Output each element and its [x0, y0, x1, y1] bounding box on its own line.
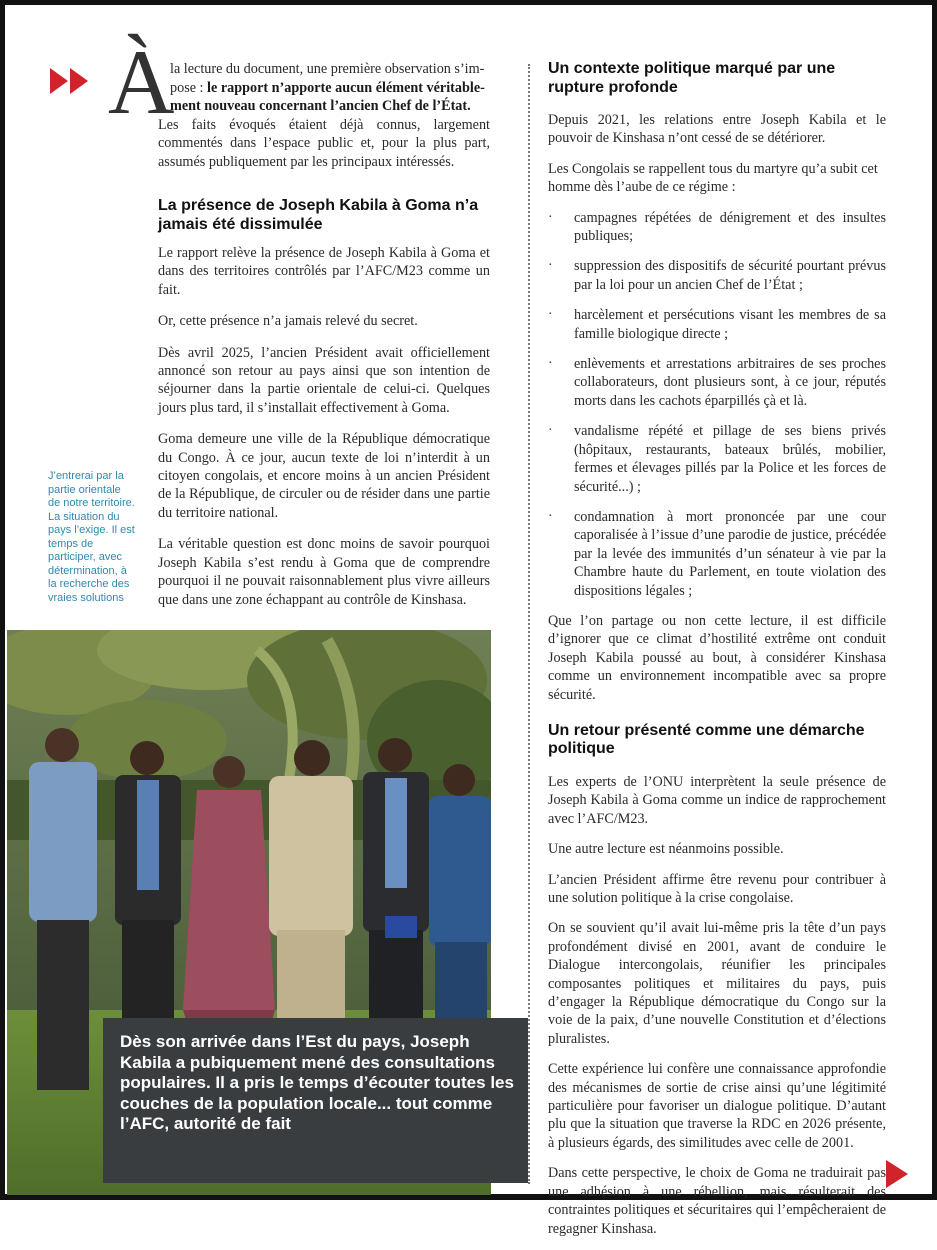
- right-paragraph: On se souvient qu’il avait lui-même pris la tête d’un pays profondément divisé en 2001, avant de conduire le Dialogue intercongolais, réunifier les principales composantes politiques et militaires du pays, puis d’engager la République démocratique du Congo sur la voie de la paix, d’une nouvelle Constitution et d’élections pluralistes.: [548, 920, 886, 1047]
- drop-cap: À: [108, 31, 175, 133]
- intro-line-1: la lecture du document, une première observation s’im-: [170, 61, 485, 77]
- list-item: · vandalisme répété et pillage de ses biens privés (hôpitaux, restaurants, bateaux brûlés, mobilier, fermes et élevages pillés par la Police et les forces de sécurité...) ;: [548, 422, 886, 496]
- intro-line-2: [158, 79, 490, 98]
- section-heading-left: La présence de Joseph Kabila à Goma n’a jamais été dissimulée: [158, 197, 479, 233]
- left-paragraph: La véritable question est donc moins de savoir pourquoi Joseph Kabila s’est rendu à Goma que de comprendre pourquoi il ne pouvait raisonnablement plus vivre ailleurs que dans une zone échappant au contrôle de Kinshasa.: [158, 536, 490, 608]
- list-item: · condamnation à mort prononcée par une cour caporalisée à l’issue d’une parodie de justice, précédée par la levée des immunités d’un sénateur à vie par la Chambre haute du Parlement, en toute violation des dispositions légales ;: [548, 508, 886, 600]
- right-paragraph: Que l’on partage ou non cette lecture, il est difficile d’ignorer que ce climat d’hostilité extrême ont conduit Joseph Kabila poussé au bout, à considérer Kinshasa comme un environnement incompatible avec sa propre sécurité.: [548, 612, 886, 703]
- left-paragraph: Or, cette présence n’a jamais relevé du secret.: [158, 313, 418, 330]
- pull-quote: J’entrerai par la partie orientale de notre territoire. La situation du pays l’exige. Il est temps de participer, avec détermination, à la recherche des vraies solutions: [48, 470, 135, 604]
- intro-bold-b: ment nouveau concernant l’ancien Chef de l’État.: [170, 98, 471, 115]
- column-divider: [528, 64, 530, 1184]
- section-heading-context: Un contexte politique marqué par une rupture profonde: [548, 60, 836, 96]
- right-paragraph: L’ancien Président affirme être revenu pour contribuer à une solution politique à la crise congolaise.: [548, 871, 886, 906]
- intro-paragraph: [158, 60, 490, 172]
- list-item: · campagnes répétées de dénigrement et des insultes publiques;: [548, 209, 886, 246]
- grievance-list: [548, 209, 886, 600]
- photo-caption: Dès son arrivée dans l’Est du pays, Joseph Kabila a pubiquement mené des consultations populaires. Il a pris le temps d’écouter toutes les couches de la population locale... tout comme l’AFC, autorité de fait: [120, 1032, 514, 1133]
- intro-line-2-text: pose :: [170, 79, 208, 96]
- intro-bold-a: le rapport n’apporte aucun élément véritable-: [207, 79, 485, 96]
- left-paragraph: Goma demeure une ville de la République démocratique du Congo. À ce jour, aucun texte de loi n’interdit à un citoyen congolais, et encore moins à un ancien Président de la République, de circuler ou de résider dans une partie du territoire national.: [158, 431, 490, 521]
- right-paragraph: Depuis 2021, les relations entre Joseph Kabila et le pouvoir de Kinshasa n’ont cessé de se détériorer.: [548, 112, 886, 147]
- list-item: · harcèlement et persécutions visant les membres de sa famille biologique directe ;: [548, 306, 886, 343]
- right-paragraph: Cette expérience lui confère une connaissance approfondie des mécanismes de sortie de crise ainsi qu’une légitimité particulière pour favoriser un dialogue politique. D’autant plu que la situation que traverse la RDC en 2026 présente, à plusieurs égards, des similitudes avec celle de 2001.: [548, 1061, 886, 1151]
- left-paragraph: Le rapport relève la présence de Joseph Kabila à Goma et dans des territoires contrôlés par l’AFC/M23 comme un fait.: [158, 245, 490, 298]
- right-paragraph: Une autre lecture est néanmoins possible.: [548, 841, 784, 858]
- right-paragraph: Dans cette perspective, le choix de Goma ne traduirait pas une adhésion à une rébellion, mais résulterait des contraintes politiques et sécuritaires qui l’empêcheraient de regagner Kinshasa.: [548, 1165, 886, 1237]
- left-body: [158, 244, 490, 622]
- left-paragraph: Dès avril 2025, l’ancien Président avait officiellement annoncé son retour au pays ainsi que son intention de séjourner dans la partie orientale de celui-ci. Quelques jours plus tard, il s’installait effectivement à Goma.: [158, 344, 490, 416]
- end-arrow-icon: [886, 1160, 908, 1188]
- right-paragraph: Les Congolais se rappellent tous du martyre qu’a subit cet homme dès l’aube de ce régime :: [548, 160, 878, 196]
- list-item: · enlèvements et arrestations arbitraires de ses proches collaborateurs, dont plusieurs sont, à ce jour, réputés morts dans les cachots éparpillés çà et là.: [548, 355, 886, 410]
- intro-rest: Les faits évoqués étaient déjà connus, largement commentés dans l’espace public et, pour la plus part, assumés publiquement par les principaux intéressés.: [158, 116, 490, 170]
- right-paragraph: Les experts de l’ONU interprètent la seule présence de Joseph Kabila à Goma comme un indice de rapprochement avec l’AFC/M23.: [548, 773, 886, 827]
- double-arrow-icon: [50, 68, 90, 94]
- section-heading-return: Un retour présenté comme une démarche politique: [548, 721, 865, 758]
- right-column: [548, 60, 886, 1250]
- intro-line-3: [158, 97, 490, 116]
- list-item: · suppression des dispositifs de sécurité pourtant prévus par la loi pour un ancien Chef de l’État ;: [548, 257, 886, 294]
